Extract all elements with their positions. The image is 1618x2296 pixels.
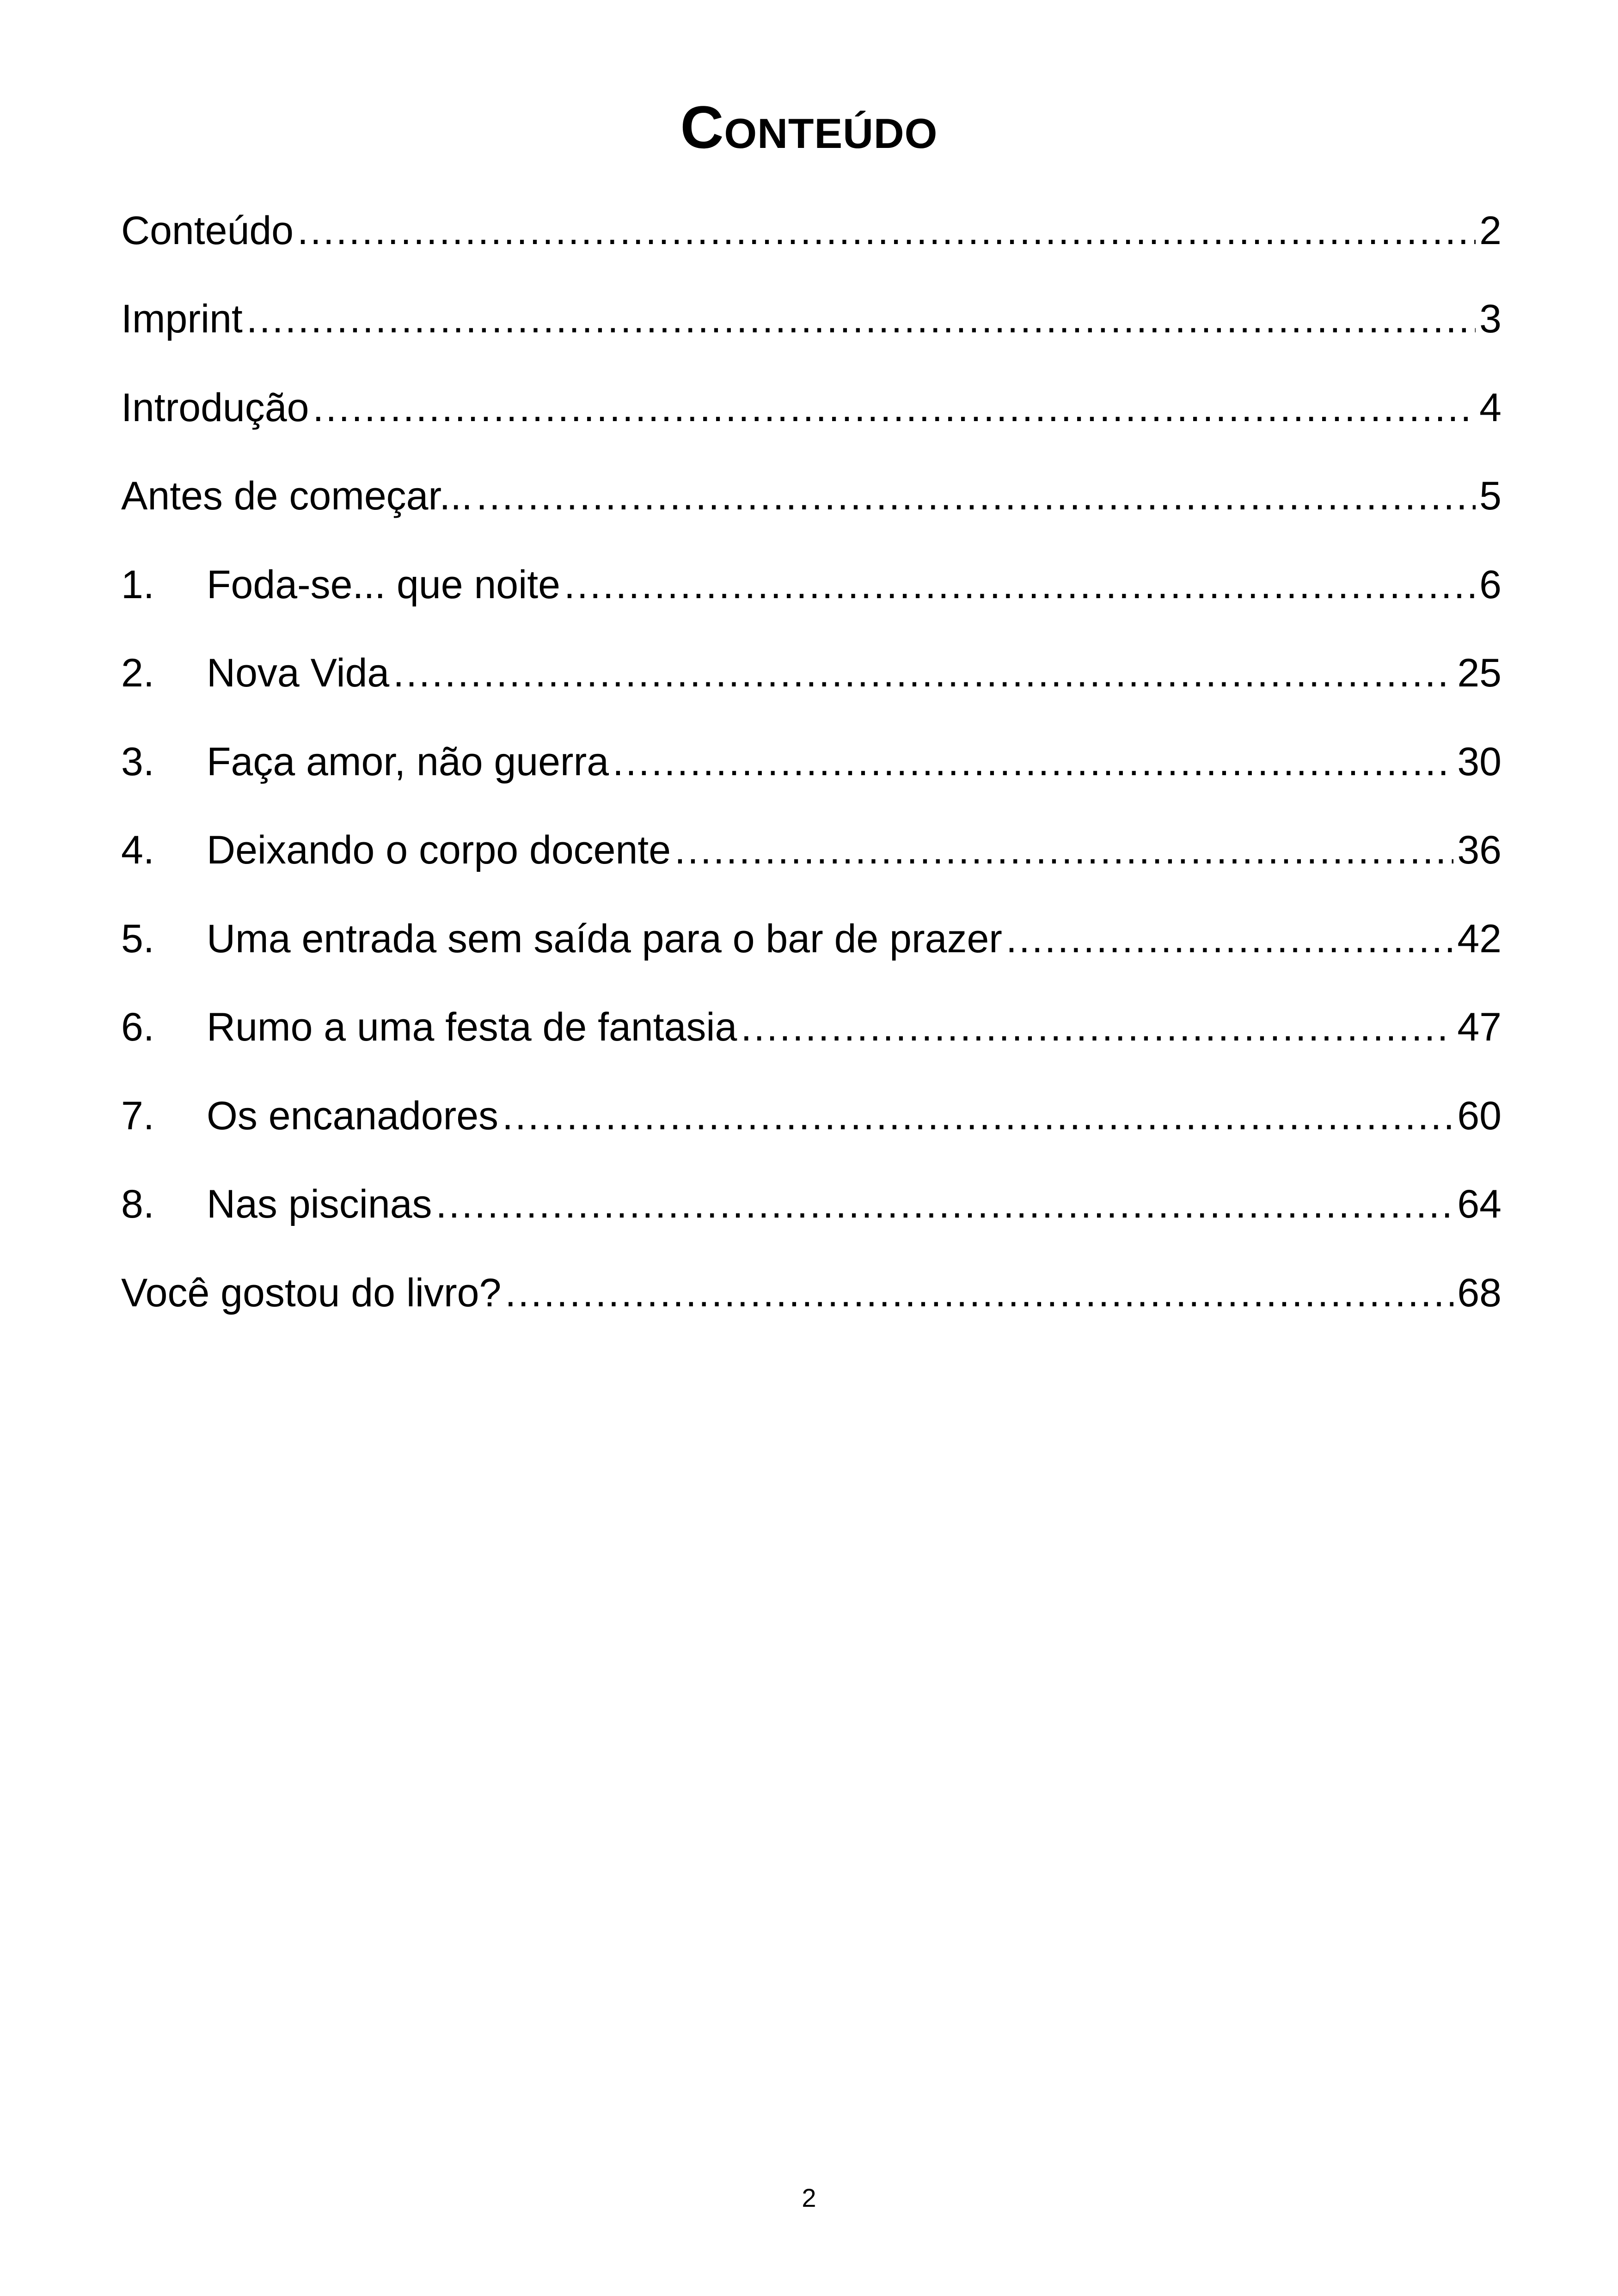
toc-dot-leader	[246, 296, 1476, 342]
toc-entry-page: 68	[1457, 1270, 1502, 1315]
toc-entry[interactable]	[121, 1160, 1502, 1249]
toc-entry-page: 30	[1457, 739, 1502, 784]
toc-entry-number: 1.	[121, 562, 154, 607]
toc-dot-leader	[613, 739, 1453, 785]
toc-entry-label: Antes de começar...	[121, 474, 473, 519]
toc-entry-number: 2.	[121, 651, 154, 696]
toc-entry-label: Imprint	[121, 297, 243, 342]
toc-entry-label: Introdução	[121, 385, 309, 430]
toc-entry[interactable]	[121, 806, 1502, 895]
toc-entry-number: 8.	[121, 1182, 154, 1227]
toc-entry-label: Deixando o corpo docente	[207, 828, 671, 873]
toc-entry-number: 3.	[121, 739, 154, 784]
page-number: 2	[802, 2183, 816, 2212]
toc-dot-leader	[674, 827, 1453, 873]
toc-entry-page: 36	[1457, 828, 1502, 873]
toc-dot-leader	[741, 1004, 1453, 1050]
toc-entry[interactable]	[121, 983, 1502, 1072]
toc-entry-label: Faça amor, não guerra	[207, 739, 609, 784]
toc-entry-label: Uma entrada sem saída para o bar de prazer	[207, 916, 1002, 961]
toc-entry-page: 64	[1457, 1182, 1502, 1227]
toc-entry-page: 3	[1479, 297, 1502, 342]
toc-dot-leader	[1006, 916, 1453, 962]
table-of-contents	[121, 186, 1502, 1337]
toc-dot-leader	[313, 385, 1476, 431]
toc-entry-page: 47	[1457, 1005, 1502, 1050]
toc-entry-label: Nova Vida	[207, 651, 390, 696]
toc-dot-leader	[297, 208, 1476, 254]
toc-entry-page: 42	[1457, 916, 1502, 961]
toc-entry-number: 4.	[121, 828, 154, 873]
toc-dot-leader	[393, 650, 1453, 696]
toc-entry-label: Conteúdo	[121, 208, 294, 253]
toc-entry-page: 4	[1479, 385, 1502, 430]
toc-entry-number: 7.	[121, 1093, 154, 1138]
toc-entry-page: 6	[1479, 562, 1502, 607]
toc-entry-page: 25	[1457, 651, 1502, 696]
toc-entry-page: 5	[1479, 474, 1502, 519]
toc-entry-number: 6.	[121, 1005, 154, 1050]
toc-entry[interactable]	[121, 1249, 1502, 1337]
toc-entry[interactable]	[121, 363, 1502, 452]
toc-entry[interactable]	[121, 629, 1502, 718]
toc-entry-label: Foda-se... que noite	[207, 562, 560, 607]
toc-entry[interactable]	[121, 275, 1502, 364]
toc-entry-number: 5.	[121, 916, 154, 961]
toc-entry[interactable]	[121, 717, 1502, 806]
toc-entry[interactable]	[121, 540, 1502, 629]
toc-dot-leader	[476, 473, 1476, 519]
toc-entry[interactable]	[121, 186, 1502, 275]
toc-entry-label: Rumo a uma festa de fantasia	[207, 1005, 737, 1050]
toc-dot-leader	[564, 562, 1476, 608]
toc-entry-label: Os encanadores	[207, 1093, 499, 1138]
toc-entry[interactable]	[121, 452, 1502, 541]
toc-dot-leader	[436, 1181, 1454, 1227]
toc-entry[interactable]	[121, 1071, 1502, 1160]
toc-dot-leader	[505, 1270, 1453, 1316]
toc-title: Conteúdo	[680, 93, 938, 161]
toc-entry-page: 2	[1479, 208, 1502, 253]
toc-entry-label: Nas piscinas	[207, 1182, 432, 1227]
toc-dot-leader	[502, 1093, 1453, 1139]
toc-entry-page: 60	[1457, 1093, 1502, 1138]
toc-entry[interactable]	[121, 894, 1502, 983]
toc-entry-label: Você gostou do livro?	[121, 1270, 502, 1315]
